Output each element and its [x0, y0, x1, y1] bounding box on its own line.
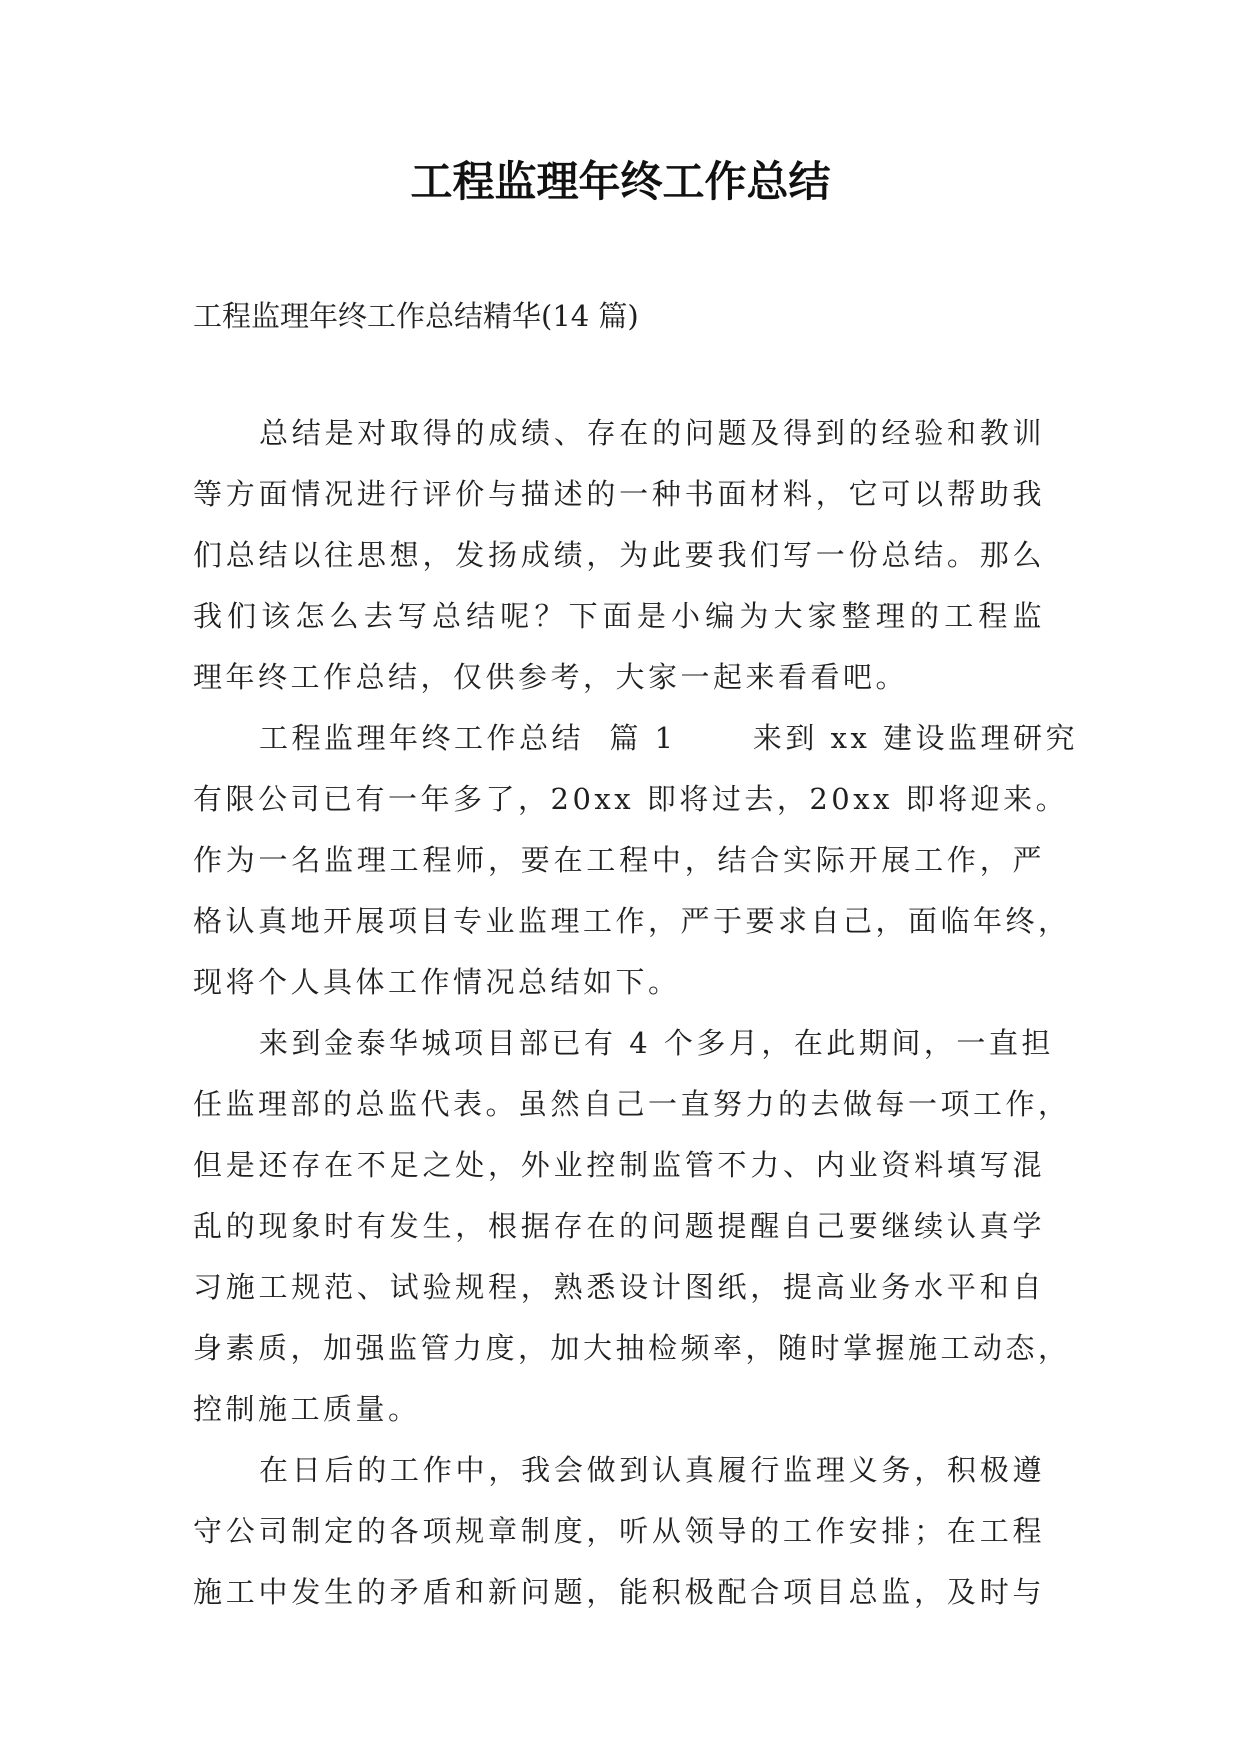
text-line: 但是还存在不足之处，外业控制监管不力、内业资料填写混 — [193, 1148, 1045, 1182]
text-line: 们总结以往思想，发扬成绩，为此要我们写一份总结。那么 — [193, 538, 1045, 572]
document-subtitle: 工程监理年终工作总结精华(14 篇) — [193, 299, 639, 333]
document-body — [193, 403, 1079, 1623]
text-line: 现将个人具体工作情况总结如下。 — [193, 965, 681, 999]
document-title: 工程监理年终工作总结 — [410, 157, 831, 206]
text-line: 格认真地开展项目专业监理工作，严于要求自己，面临年终， — [193, 904, 1071, 938]
text-line: 等方面情况进行评价与描述的一种书面材料，它可以帮助我 — [193, 477, 1045, 511]
text-line: 工程监理年终工作总结 篇 1 来到 xx 建设监理研究 — [259, 721, 1079, 755]
text-line: 我们该怎么去写总结呢？下面是小编为大家整理的工程监 — [193, 599, 1045, 633]
text-line: 作为一名监理工程师，要在工程中，结合实际开展工作，严 — [193, 843, 1045, 877]
text-line: 身素质，加强监管力度，加大抽检频率，随时掌握施工动态， — [193, 1331, 1071, 1365]
text-line: 习施工规范、试验规程，熟悉设计图纸，提高业务水平和自 — [193, 1270, 1045, 1304]
text-line: 在日后的工作中，我会做到认真履行监理义务，积极遵 — [259, 1453, 1045, 1487]
text-line: 来到金泰华城项目部已有 4 个多月，在此期间，一直担 — [259, 1026, 1054, 1060]
text-line: 控制施工质量。 — [193, 1392, 421, 1426]
text-line: 乱的现象时有发生，根据存在的问题提醒自己要继续认真学 — [193, 1209, 1045, 1243]
text-line: 施工中发生的矛盾和新问题，能积极配合项目总监，及时与 — [193, 1575, 1045, 1609]
text-line: 理年终工作总结，仅供参考，大家一起来看看吧。 — [193, 660, 909, 694]
text-line: 总结是对取得的成绩、存在的问题及得到的经验和教训 — [259, 416, 1045, 450]
text-line: 有限公司已有一年多了，20xx 即将过去，20xx 即将迎来。 — [193, 782, 1069, 816]
text-line: 守公司制定的各项规章制度，听从领导的工作安排；在工程 — [193, 1514, 1045, 1548]
text-line: 任监理部的总监代表。虽然自己一直努力的去做每一项工作， — [193, 1087, 1071, 1121]
